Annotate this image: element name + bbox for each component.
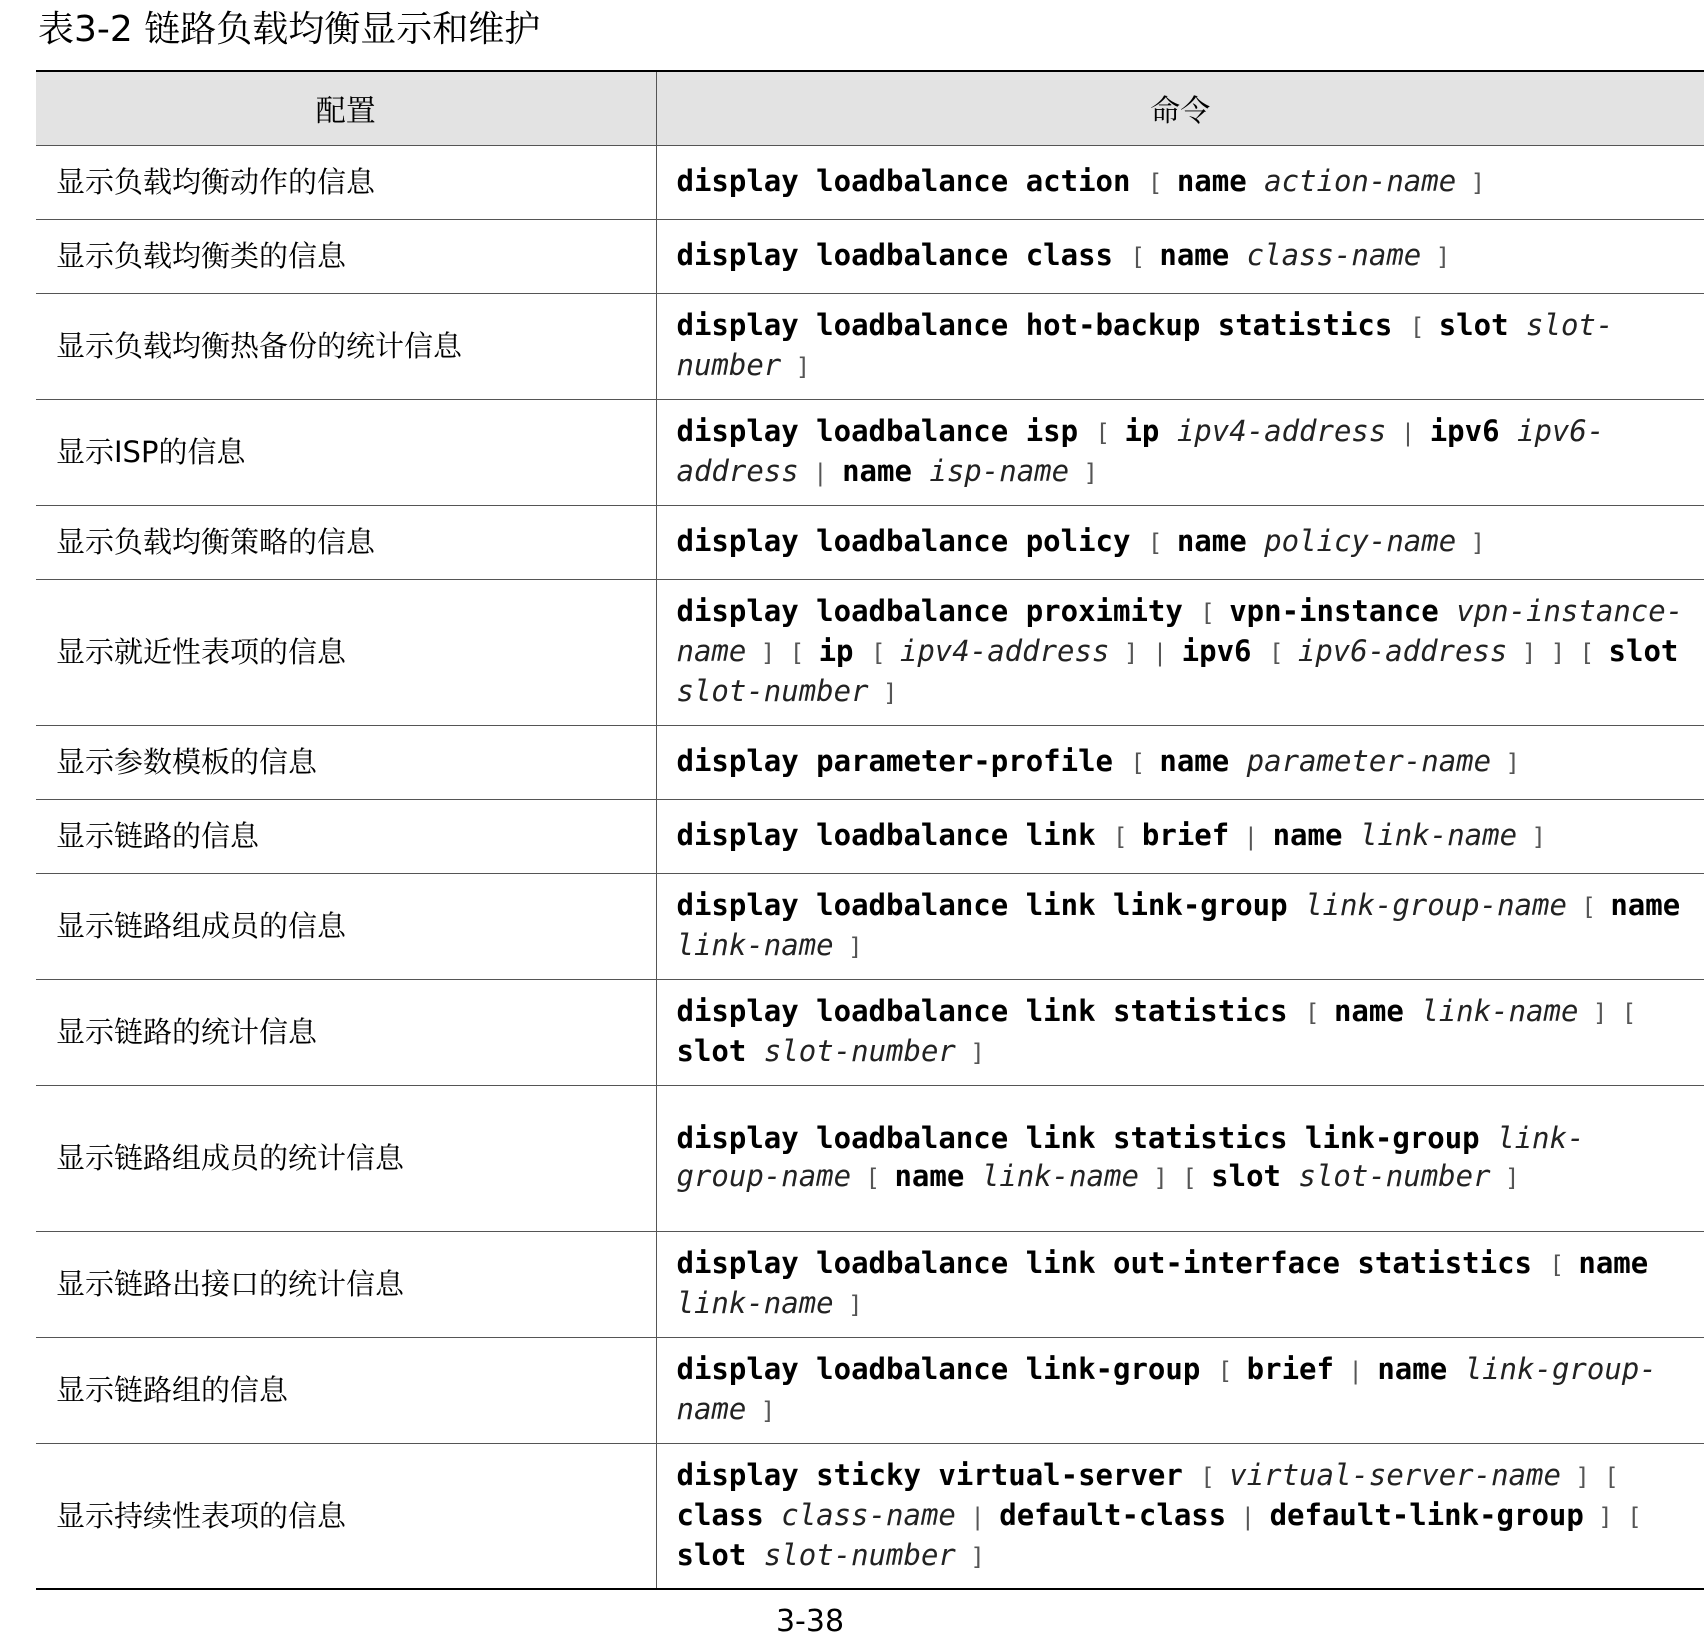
command-syntax: |: [1226, 1502, 1270, 1531]
command-keyword: display loadbalance link statistics: [676, 994, 1306, 1028]
command-cell: [656, 1337, 1704, 1443]
command-syntax: ] [: [1578, 999, 1651, 1027]
command-cell: [656, 579, 1704, 725]
table-row: [36, 1443, 1704, 1589]
command-syntax: |: [798, 459, 843, 487]
command-keyword: slot: [676, 1034, 764, 1068]
command-syntax: [: [870, 639, 900, 667]
config-cell: 显示链路组成员的信息: [36, 873, 656, 979]
command-syntax: [: [1268, 639, 1298, 667]
command-syntax: |: [1333, 1357, 1378, 1385]
command-argument: ipv4-address: [899, 634, 1110, 668]
command-argument: parameter-name: [1246, 744, 1492, 778]
command-syntax: [: [1200, 1462, 1230, 1491]
command-syntax: |: [1386, 419, 1430, 447]
command-cell: [656, 505, 1704, 579]
command-syntax: ]: [1069, 459, 1098, 487]
command-keyword: display loadbalance link statistics link-group: [676, 1121, 1498, 1155]
table-row: [36, 579, 1704, 725]
command-argument: isp-name: [929, 454, 1070, 488]
command-argument: link-name: [676, 928, 834, 962]
command-syntax: [: [1113, 823, 1142, 851]
command-keyword: class: [676, 1497, 782, 1532]
command-argument: policy-name: [1264, 524, 1457, 558]
command-syntax: [: [1566, 893, 1611, 921]
command-keyword: slot: [1608, 634, 1696, 668]
command-keyword: default-class: [999, 1497, 1227, 1532]
command-keyword: name: [1333, 994, 1422, 1028]
command-argument: link-name: [676, 1286, 834, 1320]
command-keyword: default-link-group: [1269, 1497, 1584, 1532]
command-keyword: brief: [1246, 1352, 1334, 1386]
command-cell: [656, 145, 1704, 219]
config-cell: 显示链路组的信息: [36, 1337, 656, 1443]
command-syntax: [: [1147, 169, 1177, 197]
config-cell: 显示链路出接口的统计信息: [36, 1231, 656, 1337]
command-keyword: name: [1159, 744, 1247, 778]
command-syntax: |: [1229, 823, 1273, 851]
command-keyword: ipv6: [1429, 414, 1518, 448]
command-syntax: ]: [868, 679, 898, 707]
table-row: [36, 799, 1704, 873]
config-cell: 显示参数模板的信息: [36, 725, 656, 799]
config-cell: 显示负载均衡热备份的统计信息: [36, 293, 656, 399]
command-keyword: slot: [676, 1537, 764, 1572]
command-keyword: display loadbalance link link-group: [676, 888, 1306, 922]
config-cell: 显示ISP的信息: [36, 399, 656, 505]
command-cell: [656, 979, 1704, 1085]
command-argument: link-group-name: [676, 1352, 1657, 1426]
config-cell: 显示负载均衡类的信息: [36, 219, 656, 293]
command-cell: [656, 293, 1704, 399]
command-keyword: name: [1610, 888, 1698, 922]
command-argument: action-name: [1264, 164, 1457, 198]
command-syntax: ]: [1490, 1164, 1520, 1192]
command-argument: slot-number: [763, 1537, 956, 1572]
table-row: [36, 979, 1704, 1085]
command-keyword: name: [1377, 1352, 1465, 1386]
command-keyword: name: [1272, 818, 1360, 852]
header-config: 配置: [36, 71, 656, 145]
command-argument: virtual-server-name: [1229, 1457, 1561, 1492]
command-syntax: [: [1095, 419, 1125, 447]
command-syntax: ]: [955, 1542, 985, 1571]
command-syntax: ]: [1517, 823, 1546, 851]
command-keyword: brief: [1141, 818, 1230, 852]
command-argument: class-name: [1246, 238, 1422, 272]
command-keyword: vpn-instance: [1229, 594, 1457, 628]
command-keyword: ipv6: [1181, 634, 1269, 668]
command-keyword: display loadbalance class: [676, 238, 1131, 272]
command-keyword: slot: [1211, 1159, 1299, 1193]
command-cell: [656, 873, 1704, 979]
command-syntax: ]: [746, 1397, 776, 1425]
command-syntax: [: [1217, 1357, 1247, 1385]
command-keyword: display loadbalance proximity: [676, 594, 1201, 628]
table-body: [36, 145, 1704, 1589]
command-argument: ipv6-address: [676, 414, 1605, 488]
command-syntax: ] [: [1138, 1164, 1212, 1192]
table-row: [36, 505, 1704, 579]
command-syntax: [: [1147, 529, 1177, 557]
table-row: [36, 1231, 1704, 1337]
command-argument: class-name: [781, 1497, 956, 1532]
display-maintenance-table: [36, 70, 1704, 1590]
command-keyword: display parameter-profile: [676, 744, 1131, 778]
command-syntax: ]: [781, 353, 811, 381]
table-row: [36, 293, 1704, 399]
command-syntax: [: [1305, 999, 1334, 1027]
command-argument: link-group-name: [676, 1121, 1585, 1193]
command-argument: link-name: [981, 1159, 1139, 1193]
page-number: 3-38: [775, 1604, 845, 1639]
command-keyword: display sticky virtual-server: [676, 1457, 1201, 1492]
table-row: [36, 219, 1704, 293]
command-keyword: display loadbalance link out-interface statistics: [676, 1246, 1550, 1280]
command-keyword: slot: [1438, 308, 1527, 342]
command-syntax: ] |: [1109, 639, 1182, 667]
command-syntax: [: [1130, 243, 1160, 271]
command-keyword: name: [1176, 524, 1265, 558]
command-syntax: ]: [1456, 529, 1486, 557]
command-argument: vpn-instance-name: [676, 594, 1684, 668]
command-syntax: ]: [1421, 243, 1451, 271]
command-keyword: display loadbalance isp: [676, 414, 1096, 448]
command-syntax: ] [: [1583, 1502, 1657, 1531]
command-syntax: ]: [955, 1039, 985, 1067]
table-row: [36, 145, 1704, 219]
command-syntax: [: [1200, 599, 1230, 627]
command-cell: [656, 399, 1704, 505]
table-row: [36, 1085, 1704, 1231]
command-syntax: ]: [833, 933, 863, 961]
config-cell: 显示负载均衡策略的信息: [36, 505, 656, 579]
command-syntax: [: [1409, 313, 1439, 341]
command-syntax: ]: [1456, 169, 1486, 197]
command-keyword: name: [1578, 1246, 1666, 1280]
config-cell: 显示负载均衡动作的信息: [36, 145, 656, 219]
config-cell: 显示链路的统计信息: [36, 979, 656, 1085]
config-cell: 显示链路组成员的统计信息: [36, 1085, 656, 1231]
command-keyword: display loadbalance link-group: [676, 1352, 1218, 1386]
command-keyword: name: [1176, 164, 1265, 198]
command-cell: [656, 725, 1704, 799]
command-argument: slot-number: [676, 674, 869, 708]
command-syntax: ] [: [746, 639, 819, 667]
command-syntax: |: [955, 1502, 1000, 1531]
header-command: 命令: [656, 71, 1704, 145]
command-keyword: display loadbalance link: [676, 818, 1113, 852]
command-syntax: ] [: [1560, 1462, 1634, 1491]
command-keyword: display loadbalance hot-backup statistics: [676, 308, 1410, 342]
command-argument: ipv4-address: [1176, 414, 1387, 448]
command-argument: slot-number: [763, 1034, 956, 1068]
command-keyword: ip: [818, 634, 871, 668]
command-cell: [656, 1231, 1704, 1337]
command-syntax: ] ] [: [1507, 639, 1609, 667]
command-keyword: name: [1159, 238, 1247, 272]
command-keyword: display loadbalance action: [676, 164, 1148, 198]
table-row: [36, 725, 1704, 799]
config-cell: 显示链路的信息: [36, 799, 656, 873]
table-caption: 表3-2 链路负载均衡显示和维护: [38, 9, 541, 50]
command-argument: slot-number: [1298, 1159, 1491, 1193]
config-cell: 显示持续性表项的信息: [36, 1443, 656, 1589]
command-argument: slot-number: [676, 308, 1614, 382]
command-cell: [656, 219, 1704, 293]
command-syntax: [: [1130, 749, 1160, 777]
command-syntax: ]: [833, 1291, 863, 1319]
command-argument: link-name: [1421, 994, 1579, 1028]
command-cell: [656, 799, 1704, 873]
command-syntax: [: [1549, 1251, 1579, 1279]
table-header-row: [36, 71, 1704, 145]
command-keyword: ip: [1124, 414, 1177, 448]
command-argument: link-group-name: [1305, 888, 1567, 922]
command-syntax: [: [851, 1164, 895, 1192]
command-cell: [656, 1443, 1704, 1589]
command-argument: ipv6-address: [1297, 634, 1508, 668]
table-row: [36, 873, 1704, 979]
command-argument: link-name: [1359, 818, 1518, 852]
table-row: [36, 1337, 1704, 1443]
command-keyword: display loadbalance policy: [676, 524, 1148, 558]
command-keyword: name: [842, 454, 930, 488]
config-cell: 显示就近性表项的信息: [36, 579, 656, 725]
command-syntax: ]: [1491, 749, 1521, 777]
command-keyword: name: [894, 1159, 982, 1193]
table-row: [36, 399, 1704, 505]
command-cell: [656, 1085, 1704, 1231]
